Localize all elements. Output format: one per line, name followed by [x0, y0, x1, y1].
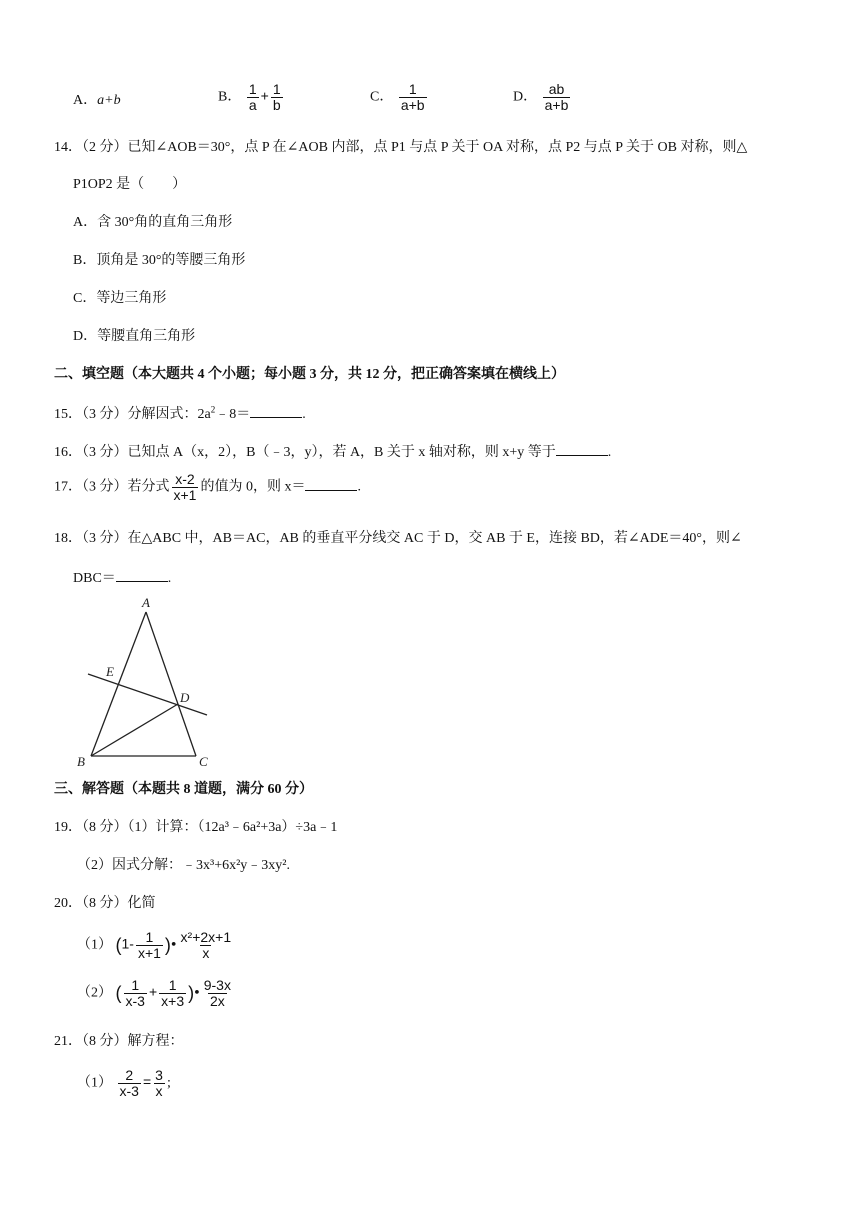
label-b: B — [77, 754, 85, 769]
q14-stem-line2: P1OP2 是（ ） — [73, 177, 187, 192]
answer-blank[interactable] — [116, 567, 168, 582]
q21-title: 21．（8 分）解方程： — [54, 1034, 184, 1049]
triangle-figure — [70, 594, 220, 769]
section-2-title: 二、填空题（本大题共 4 个小题；每小题 3 分，共 12 分，把正确答案填在横线上） — [54, 367, 565, 382]
answer-blank[interactable] — [556, 441, 608, 456]
label-c: C — [199, 754, 208, 769]
q14-option-a: A．含 30°角的直角三角形 — [73, 215, 233, 230]
q19-part2: （2）因式分解：﹣3x³+6x²y﹣3xy². — [77, 858, 290, 873]
q17: 17．（3 分）若分式 $\frac{x-2}{x+1}$ 的值为 0，则 x＝ . — [54, 471, 361, 503]
q19-part1: 19．（8 分）（1）计算：（12a³﹣6a²+3a）÷3a﹣1 — [54, 820, 338, 835]
side-ac — [146, 612, 196, 756]
q20-part1: （1） (1- $\frac{1}{x+1}$ )• $\frac{\text{x²+2x+1}}{x}$ — [77, 929, 232, 961]
segment-bd — [91, 704, 178, 756]
fraction: $\frac{1}{b}$ — [272, 81, 281, 113]
fraction: $\frac{1}{x+1}$ — [137, 929, 161, 961]
fraction: $\frac{\text{x²+2x+1}}{x}$ — [180, 929, 232, 961]
q21-part1: （1） $\frac{2}{x-3}$ = $\frac{3}{x}$ ; — [77, 1067, 171, 1099]
label-a: A — [142, 595, 150, 610]
q20-title: 20．（8 分）化简 — [54, 896, 156, 911]
q15: 15．（3 分）分解因式：$2a^2﹣8=$ . — [54, 404, 306, 422]
fraction: $\frac{ab}{a+b}$ — [544, 81, 569, 113]
q18-stem-line1: 18．（3 分）在△ABC 中，AB＝AC，AB 的垂直平分线交 AC 于 D，交 AB 于 E，连接 BD，若∠ADE＝40°，则∠ — [54, 531, 742, 546]
q13-option-a: A．a+b — [73, 93, 121, 108]
label-d: D — [180, 690, 190, 705]
fraction: $\frac{9-3x}{2x}$ — [203, 977, 231, 1009]
section-3-title: 三、解答题（本题共 8 道题，满分 60 分） — [54, 782, 313, 797]
q13-option-b: B． $\frac{1}{a}$ + $\frac{1}{b}$ — [218, 81, 281, 113]
fraction: $\frac{1}{x-3}$ — [125, 977, 145, 1009]
fraction: $\frac{x-2}{x+1}$ — [173, 471, 197, 503]
q14-option-d: D．等腰直角三角形 — [73, 329, 196, 344]
q14-stem-line1: 14．（2 分）已知∠AOB＝30°，点 P 在∠AOB 内部，点 P1 与点 P 关于 OA 对称，点 P2 与点 P 关于 OB 对称，则△ — [54, 140, 748, 155]
q20-part2: （2） ( $\frac{1}{x-3}$ + $\frac{1}{x+3}$ )• $\frac{9-3x}{2x}$ — [77, 977, 231, 1009]
answer-blank[interactable] — [305, 476, 357, 491]
fraction: $\frac{1}{a}$ — [248, 81, 257, 113]
answer-blank[interactable] — [250, 403, 302, 418]
fraction: $\frac{1}{a+b}$ — [400, 81, 425, 113]
q16: 16．（3 分）已知点 A（x，2），B（﹣3，y），若 A，B 关于 x 轴对称，则 x+y 等于 . — [54, 441, 611, 462]
q14-option-b: B．顶角是 30°的等腰三角形 — [73, 253, 246, 268]
label-e: E — [106, 664, 114, 679]
q18-stem-line2: DBC＝ . — [73, 567, 171, 588]
q13-option-c: C． $\frac{1}{a+b}$ — [370, 81, 425, 113]
fraction: $\frac{2}{x-3}$ — [119, 1067, 139, 1099]
fraction: $\frac{3}{x}$ — [155, 1067, 163, 1099]
q13-option-d: D． $\frac{ab}{a+b}$ — [513, 81, 569, 113]
q14-option-c: C．等边三角形 — [73, 291, 167, 306]
fraction: $\frac{1}{x+3}$ — [161, 977, 185, 1009]
